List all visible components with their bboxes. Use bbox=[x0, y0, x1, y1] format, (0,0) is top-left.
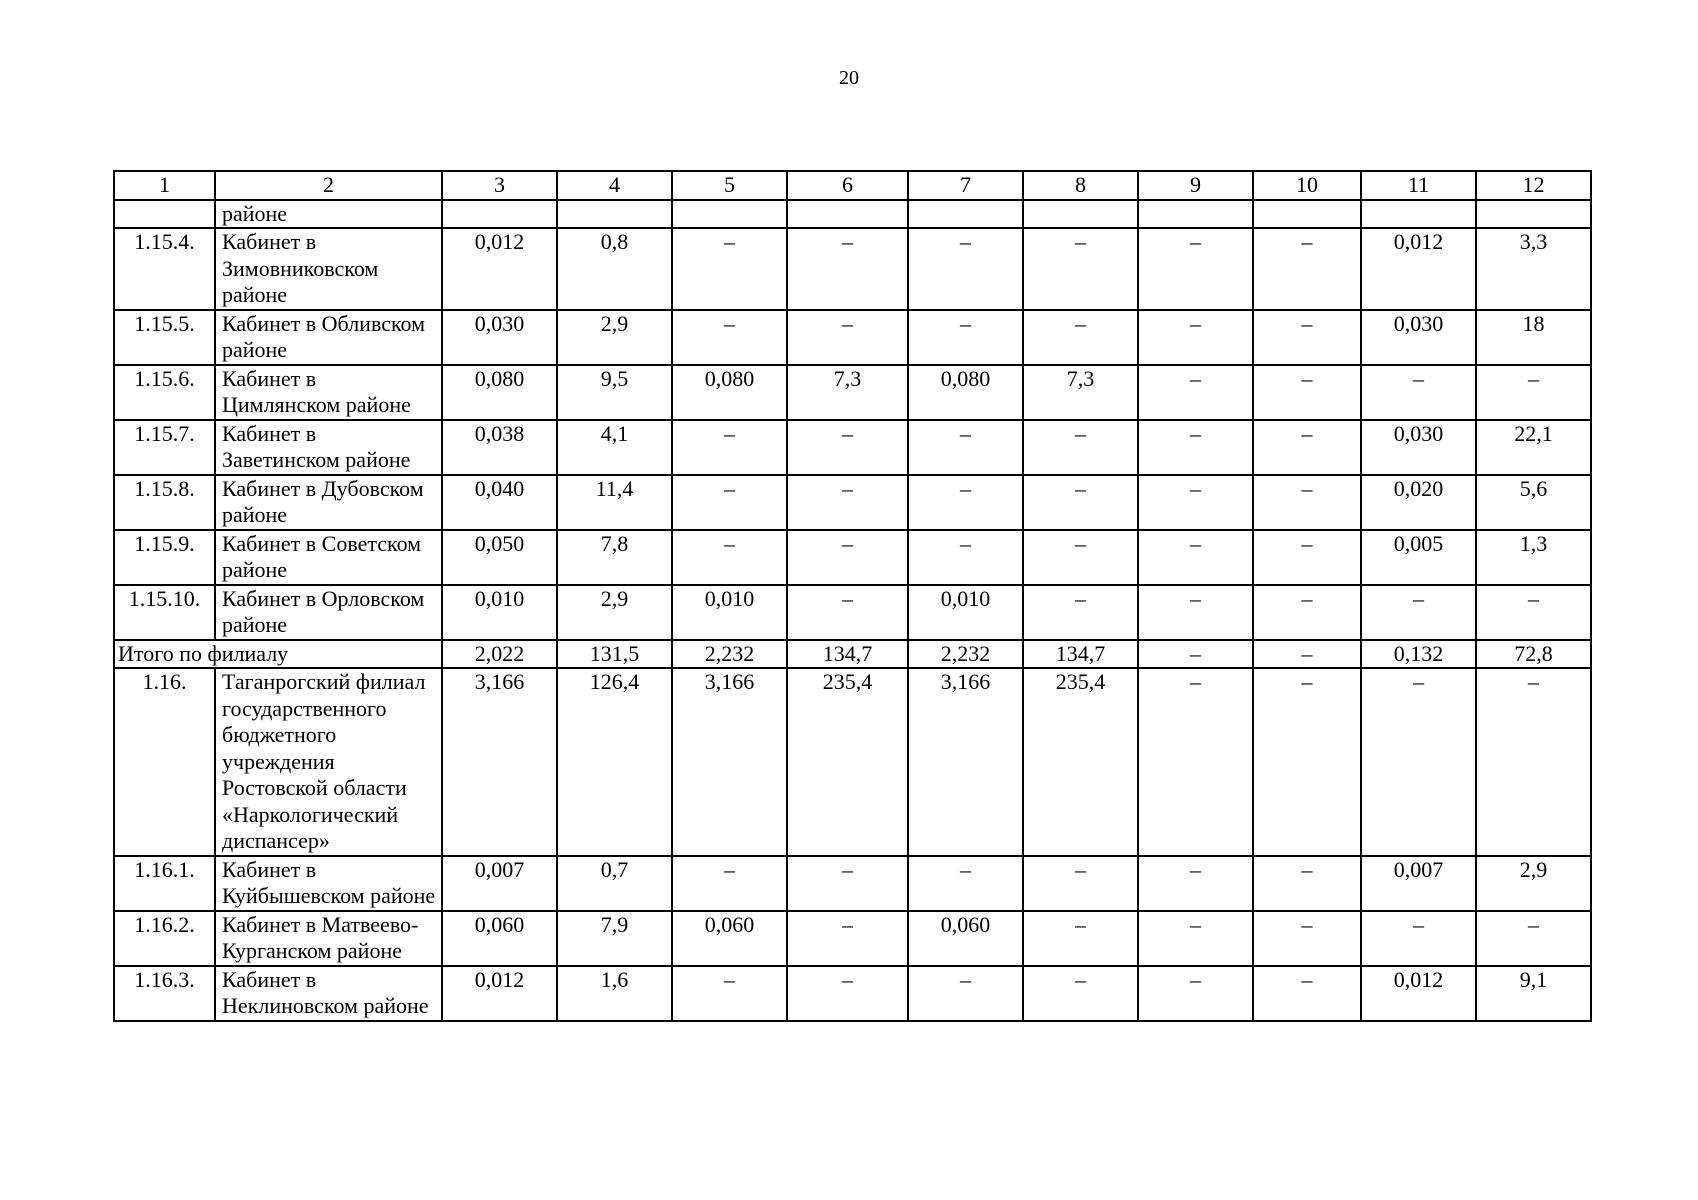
row-name: Кабинет в Обливском районе bbox=[215, 310, 442, 365]
cell-value: – bbox=[1253, 530, 1361, 585]
table-row bbox=[114, 966, 1591, 1021]
cell-value: – bbox=[1253, 966, 1361, 1021]
cell-value: – bbox=[908, 966, 1023, 1021]
table-row bbox=[114, 585, 1591, 640]
column-header: 5 bbox=[672, 171, 787, 200]
row-name: Кабинет в Неклиновском районе bbox=[215, 966, 442, 1021]
row-id: 1.15.4. bbox=[114, 228, 215, 310]
column-header: 9 bbox=[1138, 171, 1253, 200]
row-name: Кабинет в Заветинском районе bbox=[215, 420, 442, 475]
cell-value: 0,038 bbox=[442, 420, 557, 475]
cell-value: – bbox=[672, 228, 787, 310]
row-id: 1.16. bbox=[114, 668, 215, 856]
column-header: 7 bbox=[908, 171, 1023, 200]
cell-value: – bbox=[1253, 228, 1361, 310]
cell-value: 0,050 bbox=[442, 530, 557, 585]
cell-value: 134,7 bbox=[787, 640, 908, 669]
cell-value: 11,4 bbox=[557, 475, 672, 530]
cell-value: 0,040 bbox=[442, 475, 557, 530]
cell-value: 0,060 bbox=[442, 911, 557, 966]
cell-value: – bbox=[1138, 475, 1253, 530]
row-name: Кабинет в Зимовниковском районе bbox=[215, 228, 442, 310]
cell-value: – bbox=[908, 856, 1023, 911]
table-row bbox=[114, 911, 1591, 966]
cell-value: – bbox=[787, 911, 908, 966]
cell-value: 0,010 bbox=[672, 585, 787, 640]
cell-value: – bbox=[1253, 911, 1361, 966]
cell-value: – bbox=[1476, 911, 1591, 966]
cell-value: 7,9 bbox=[557, 911, 672, 966]
cell-value: 0,012 bbox=[442, 966, 557, 1021]
cell-value: – bbox=[1253, 420, 1361, 475]
row-id: 1.15.6. bbox=[114, 365, 215, 420]
cell-value: 7,3 bbox=[1023, 365, 1138, 420]
row-name: Кабинет в Орловском районе bbox=[215, 585, 442, 640]
cell-value: 0,080 bbox=[672, 365, 787, 420]
cell-value: 126,4 bbox=[557, 668, 672, 856]
cell-value: – bbox=[1476, 585, 1591, 640]
cell-value bbox=[1023, 200, 1138, 229]
cell-value: 72,8 bbox=[1476, 640, 1591, 669]
column-header: 10 bbox=[1253, 171, 1361, 200]
cell-value: 3,166 bbox=[672, 668, 787, 856]
cell-value: – bbox=[1138, 310, 1253, 365]
cell-value: 1,6 bbox=[557, 966, 672, 1021]
cell-value bbox=[1253, 200, 1361, 229]
cell-value: – bbox=[1023, 856, 1138, 911]
table-row bbox=[114, 228, 1591, 310]
cell-value: – bbox=[1023, 966, 1138, 1021]
column-header: 1 bbox=[114, 171, 215, 200]
cell-value: – bbox=[908, 475, 1023, 530]
row-id: 1.15.5. bbox=[114, 310, 215, 365]
row-id: 1.15.8. bbox=[114, 475, 215, 530]
cell-value: – bbox=[1476, 668, 1591, 856]
cell-value: – bbox=[672, 966, 787, 1021]
cell-value: – bbox=[908, 228, 1023, 310]
cell-value: – bbox=[1253, 856, 1361, 911]
cell-value: 0,132 bbox=[1361, 640, 1476, 669]
cell-value: 0,030 bbox=[1361, 310, 1476, 365]
column-header: 11 bbox=[1361, 171, 1476, 200]
row-name: Кабинет в Советском районе bbox=[215, 530, 442, 585]
cell-value bbox=[1361, 200, 1476, 229]
cell-value: 18 bbox=[1476, 310, 1591, 365]
row-id: 1.16.2. bbox=[114, 911, 215, 966]
cell-value bbox=[1138, 200, 1253, 229]
cell-value: – bbox=[1138, 856, 1253, 911]
cell-value: 0,060 bbox=[672, 911, 787, 966]
cell-value: 3,166 bbox=[908, 668, 1023, 856]
table-row bbox=[114, 668, 1591, 856]
cell-value: – bbox=[787, 585, 908, 640]
cell-value: 9,5 bbox=[557, 365, 672, 420]
cell-value: 2,9 bbox=[1476, 856, 1591, 911]
cell-value: – bbox=[787, 475, 908, 530]
cell-value: – bbox=[1023, 475, 1138, 530]
cell-value: 0,7 bbox=[557, 856, 672, 911]
column-header: 8 bbox=[1023, 171, 1138, 200]
row-id: 1.16.1. bbox=[114, 856, 215, 911]
cell-value: 0,030 bbox=[442, 310, 557, 365]
row-id: 1.15.7. bbox=[114, 420, 215, 475]
row-id: 1.15.10. bbox=[114, 585, 215, 640]
column-header: 3 bbox=[442, 171, 557, 200]
cell-value: 7,8 bbox=[557, 530, 672, 585]
cell-value: 2,022 bbox=[442, 640, 557, 669]
cell-value bbox=[557, 200, 672, 229]
cell-value: – bbox=[1138, 420, 1253, 475]
cell-value: 0,007 bbox=[442, 856, 557, 911]
cell-value: – bbox=[908, 420, 1023, 475]
cell-value bbox=[442, 200, 557, 229]
row-id: 1.15.9. bbox=[114, 530, 215, 585]
cell-value: – bbox=[1361, 365, 1476, 420]
cell-value: 0,010 bbox=[908, 585, 1023, 640]
header-row bbox=[114, 171, 1591, 200]
cell-value: 235,4 bbox=[787, 668, 908, 856]
cell-value: 0,012 bbox=[1361, 228, 1476, 310]
table-row bbox=[114, 365, 1591, 420]
column-header: 12 bbox=[1476, 171, 1591, 200]
table-row bbox=[114, 310, 1591, 365]
cell-value: 0,080 bbox=[908, 365, 1023, 420]
total-label: Итого по филиалу bbox=[114, 640, 442, 669]
table-row bbox=[114, 530, 1591, 585]
cell-value: – bbox=[1023, 530, 1138, 585]
cell-value: – bbox=[787, 228, 908, 310]
total-row bbox=[114, 640, 1591, 669]
cell-value: 4,1 bbox=[557, 420, 672, 475]
cell-value: – bbox=[787, 310, 908, 365]
cell-value: 2,232 bbox=[908, 640, 1023, 669]
cell-value: 131,5 bbox=[557, 640, 672, 669]
row-name: Таганрогский филиал государственного бюджетного учреждения Ростовской области «Наркологический диспансер» bbox=[215, 668, 442, 856]
cell-value: – bbox=[1253, 310, 1361, 365]
cell-value: – bbox=[672, 475, 787, 530]
cell-value: 2,9 bbox=[557, 310, 672, 365]
cell-value: – bbox=[1253, 585, 1361, 640]
cell-value: – bbox=[672, 856, 787, 911]
cell-value: – bbox=[1138, 911, 1253, 966]
column-header: 6 bbox=[787, 171, 908, 200]
cell-value: – bbox=[787, 420, 908, 475]
page-number: 20 bbox=[839, 67, 859, 89]
column-header: 2 bbox=[215, 171, 442, 200]
cell-value: 0,010 bbox=[442, 585, 557, 640]
table-row bbox=[114, 420, 1591, 475]
cell-value: 0,012 bbox=[1361, 966, 1476, 1021]
cell-value: 7,3 bbox=[787, 365, 908, 420]
cell-value: 0,020 bbox=[1361, 475, 1476, 530]
row-id: 1.16.3. bbox=[114, 966, 215, 1021]
row-name: районе bbox=[215, 200, 442, 229]
cell-value: – bbox=[1138, 365, 1253, 420]
row-name: Кабинет в Матвеево-Курганском районе bbox=[215, 911, 442, 966]
cell-value: – bbox=[1361, 911, 1476, 966]
cell-value: 3,166 bbox=[442, 668, 557, 856]
table-row bbox=[114, 856, 1591, 911]
cell-value: – bbox=[672, 530, 787, 585]
cell-value: – bbox=[1138, 668, 1253, 856]
cell-value: 0,060 bbox=[908, 911, 1023, 966]
cell-value: 0,005 bbox=[1361, 530, 1476, 585]
cell-value bbox=[1476, 200, 1591, 229]
cell-value: – bbox=[1138, 640, 1253, 669]
cell-value: – bbox=[672, 310, 787, 365]
cell-value: – bbox=[1023, 228, 1138, 310]
column-header: 4 bbox=[557, 171, 672, 200]
cell-value: 0,012 bbox=[442, 228, 557, 310]
cell-value: 0,8 bbox=[557, 228, 672, 310]
cell-value: – bbox=[672, 420, 787, 475]
cell-value: – bbox=[1361, 668, 1476, 856]
cell-value: – bbox=[1253, 475, 1361, 530]
data-table bbox=[113, 170, 1592, 1022]
cell-value: 2,232 bbox=[672, 640, 787, 669]
row-name: Кабинет в Дубовском районе bbox=[215, 475, 442, 530]
table-body bbox=[114, 171, 1591, 1021]
cell-value: – bbox=[908, 530, 1023, 585]
cell-value: – bbox=[1253, 640, 1361, 669]
cell-value: 5,6 bbox=[1476, 475, 1591, 530]
cell-value: – bbox=[1138, 585, 1253, 640]
cell-value: 2,9 bbox=[557, 585, 672, 640]
cell-value: 0,030 bbox=[1361, 420, 1476, 475]
cell-value: – bbox=[1138, 228, 1253, 310]
cell-value: – bbox=[1023, 310, 1138, 365]
cell-value: – bbox=[1138, 966, 1253, 1021]
cell-value: 9,1 bbox=[1476, 966, 1591, 1021]
cell-value: 0,080 bbox=[442, 365, 557, 420]
cell-value: – bbox=[1253, 365, 1361, 420]
cell-value: – bbox=[1138, 530, 1253, 585]
row-name: Кабинет в Куйбышевском районе bbox=[215, 856, 442, 911]
cell-value: – bbox=[787, 856, 908, 911]
cell-value bbox=[908, 200, 1023, 229]
cell-value: – bbox=[1361, 585, 1476, 640]
cell-value: – bbox=[1023, 420, 1138, 475]
cell-value: 3,3 bbox=[1476, 228, 1591, 310]
cell-value: – bbox=[1023, 585, 1138, 640]
table-row bbox=[114, 475, 1591, 530]
cell-value: 0,007 bbox=[1361, 856, 1476, 911]
cell-value: – bbox=[1253, 668, 1361, 856]
cell-value: – bbox=[1023, 911, 1138, 966]
cell-value: – bbox=[787, 530, 908, 585]
cell-value: – bbox=[1476, 365, 1591, 420]
cell-value: 235,4 bbox=[1023, 668, 1138, 856]
cell-value: – bbox=[908, 310, 1023, 365]
cell-value: – bbox=[787, 966, 908, 1021]
cell-value: 134,7 bbox=[1023, 640, 1138, 669]
cell-value bbox=[787, 200, 908, 229]
cell-value: 1,3 bbox=[1476, 530, 1591, 585]
cell-value: 22,1 bbox=[1476, 420, 1591, 475]
table-row bbox=[114, 200, 1591, 229]
row-id bbox=[114, 200, 215, 229]
cell-value bbox=[672, 200, 787, 229]
row-name: Кабинет в Цимлянском районе bbox=[215, 365, 442, 420]
